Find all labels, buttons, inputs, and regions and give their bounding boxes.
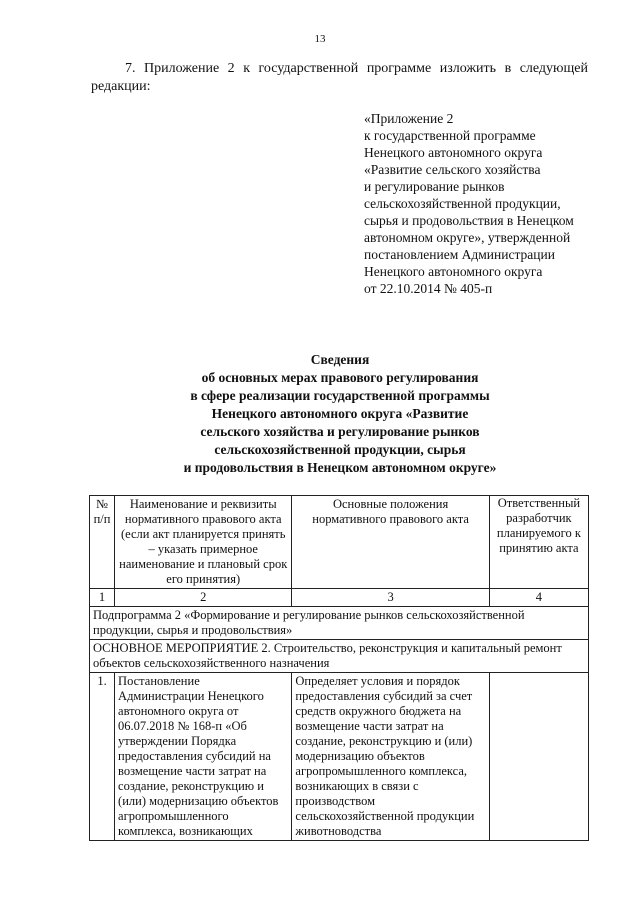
appendix-line: «Приложение 2 [364, 111, 454, 126]
title-line: сельского хозяйства и регулирование рынков [200, 424, 480, 439]
table-row [90, 673, 589, 841]
title-line: и продовольствия в Ненецком автономном округе» [183, 460, 497, 475]
appendix-line: от 22.10.2014 № 405-п [364, 281, 493, 296]
title-line: Ненецкого автономного округа «Развитие [211, 406, 469, 421]
appendix-line: автономном округе», утвержденной [364, 230, 571, 245]
appendix-line: Ненецкого автономного округа [364, 264, 543, 279]
legal-acts-table [89, 495, 589, 841]
table-header-row [90, 496, 589, 589]
appendix-line: сельскохозяйственной продукции, [364, 196, 561, 211]
row-developer [489, 673, 588, 841]
intro-paragraph [91, 60, 588, 96]
title-line: в сфере реализации государственной программы [190, 388, 490, 403]
appendix-line: Ненецкого автономного округа [364, 145, 543, 160]
header-number: № п/п [90, 496, 115, 589]
appendix-line: сырья и продовольствия в Ненецком [364, 213, 574, 228]
appendix-line: к государственной программе [364, 128, 536, 143]
appendix-line: и регулирование рынков [364, 179, 505, 194]
title-line: Сведения [310, 352, 370, 367]
column-number: 4 [489, 589, 588, 607]
appendix-line: постановлением Администрации [364, 247, 555, 262]
header-act-name: Наименование и реквизиты нормативного правового акта (если акт планируется принять – указать примерное наименование и плановый срок его принятия) [115, 496, 292, 589]
subprogram-title: Подпрограмма 2 «Формирование и регулирование рынков сельскохозяйственной продукции, сырья и продовольствия» [90, 607, 589, 640]
main-event-row [90, 640, 589, 673]
title-line: сельскохозяйственной продукции, сырья [214, 442, 466, 457]
header-developer: Ответственный разработчик планируемого к принятию акта [489, 496, 588, 589]
document-title [90, 351, 590, 477]
row-provisions: Определяет условия и порядок предоставления субсидий за счет средств окружного бюджета на возмещение части затрат на создание, реконструкцию и (или) модернизацию объектов агропромышленного комплекса, возникающих в связи с производством сельскохозяйственной продукции животноводства [292, 673, 489, 841]
intro-line: редакции: [91, 79, 151, 94]
header-provisions: Основные положения нормативного правового акта [292, 496, 489, 589]
row-act-name: Постановление Администрации Ненецкого автономного округа от 06.07.2018 № 168-п «Об утверждении Порядка предоставления субсидий на возмещение части затрат на создание, реконструкцию и (или) модернизацию объектов агропромышленного комплекса, возникающих [115, 673, 292, 841]
subprogram-row [90, 607, 589, 640]
column-number: 2 [115, 589, 292, 607]
column-number: 3 [292, 589, 489, 607]
intro-line: 7. Приложение 2 к государственной программе изложить в следующей [125, 61, 588, 76]
column-numbers-row [90, 589, 589, 607]
appendix-reference [364, 110, 614, 297]
row-number: 1. [90, 673, 115, 841]
column-number: 1 [90, 589, 115, 607]
main-event-title: ОСНОВНОЕ МЕРОПРИЯТИЕ 2. Строительство, реконструкция и капитальный ремонт объектов сельскохозяйственного назначения [90, 640, 589, 673]
page-number: 13 [314, 33, 326, 45]
title-line: об основных мерах правового регулирования [201, 370, 479, 385]
appendix-line: «Развитие сельского хозяйства [364, 162, 541, 177]
